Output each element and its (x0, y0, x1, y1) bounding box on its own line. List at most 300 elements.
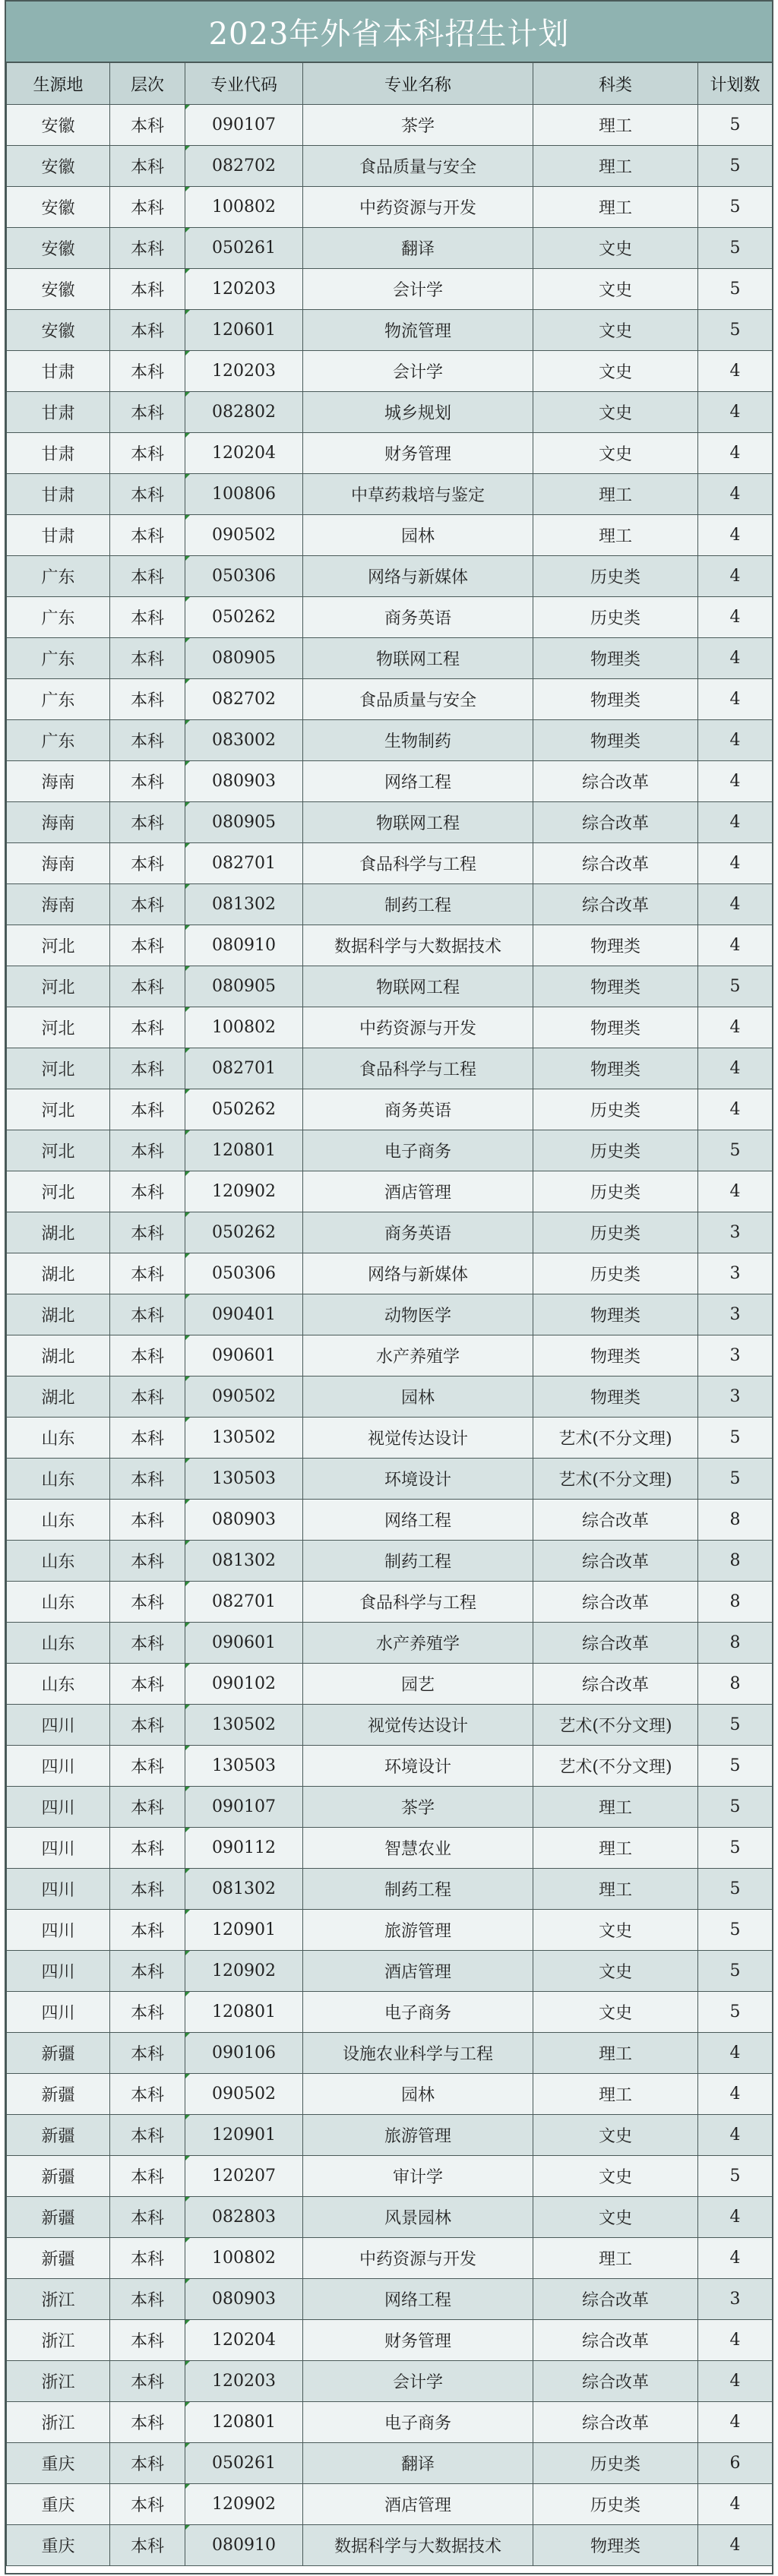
header-major-code: 专业代码 (185, 63, 303, 105)
table-row (7, 1951, 773, 1992)
cell-level: 本科 (110, 1828, 185, 1869)
cell-origin: 山东 (7, 1500, 110, 1541)
page-title: 2023年外省本科招生计划 (6, 2, 772, 62)
cell-major-code: 080910 (185, 2525, 303, 2566)
table-row (7, 1294, 773, 1335)
cell-major-code: 120801 (185, 2402, 303, 2443)
table-row (7, 1335, 773, 1377)
cell-subject-category: 历史类 (533, 2443, 698, 2484)
cell-level: 本科 (110, 1869, 185, 1910)
cell-major-code: 090502 (185, 515, 303, 556)
table-row (7, 105, 773, 146)
table-row (7, 474, 773, 515)
table-row (7, 1171, 773, 1212)
cell-subject-category: 理工 (533, 187, 698, 228)
cell-level: 本科 (110, 1787, 185, 1828)
cell-major-code: 100802 (185, 187, 303, 228)
cell-level: 本科 (110, 1007, 185, 1048)
cell-subject-category: 综合改革 (533, 1582, 698, 1623)
cell-major-code: 050306 (185, 1253, 303, 1294)
cell-major-code: 090601 (185, 1335, 303, 1377)
cell-origin: 浙江 (7, 2279, 110, 2320)
cell-major-name: 制药工程 (303, 1541, 533, 1582)
cell-plan-count: 6 (698, 2443, 773, 2484)
cell-major-code: 082701 (185, 843, 303, 884)
cell-major-name: 食品质量与安全 (303, 146, 533, 187)
cell-level: 本科 (110, 679, 185, 720)
cell-major-name: 水产养殖学 (303, 1623, 533, 1664)
cell-major-code: 082803 (185, 2197, 303, 2238)
cell-major-code: 090107 (185, 105, 303, 146)
cell-level: 本科 (110, 1130, 185, 1171)
cell-major-code: 090107 (185, 1787, 303, 1828)
cell-major-code: 082802 (185, 392, 303, 433)
cell-origin: 河北 (7, 1089, 110, 1130)
cell-plan-count: 5 (698, 966, 773, 1007)
cell-origin: 河北 (7, 966, 110, 1007)
cell-major-name: 生物制药 (303, 720, 533, 761)
cell-plan-count: 4 (698, 597, 773, 638)
cell-origin: 山东 (7, 1418, 110, 1459)
cell-subject-category: 理工 (533, 2238, 698, 2279)
table-row (7, 884, 773, 925)
cell-plan-count: 4 (698, 884, 773, 925)
cell-major-code: 120902 (185, 2484, 303, 2525)
cell-subject-category: 物理类 (533, 720, 698, 761)
cell-major-code: 080905 (185, 638, 303, 679)
cell-major-name: 电子商务 (303, 2402, 533, 2443)
table-row (7, 843, 773, 884)
table-row (7, 761, 773, 802)
cell-origin: 河北 (7, 925, 110, 966)
cell-origin: 河北 (7, 1007, 110, 1048)
cell-subject-category: 综合改革 (533, 2361, 698, 2402)
cell-origin: 新疆 (7, 2115, 110, 2156)
cell-major-name: 酒店管理 (303, 1951, 533, 1992)
cell-plan-count: 5 (698, 1130, 773, 1171)
table-row (7, 638, 773, 679)
cell-origin: 广东 (7, 597, 110, 638)
cell-subject-category: 文史 (533, 269, 698, 310)
cell-major-name: 网络工程 (303, 2279, 533, 2320)
cell-major-code: 130502 (185, 1418, 303, 1459)
cell-major-name: 商务英语 (303, 597, 533, 638)
cell-plan-count: 5 (698, 1459, 773, 1500)
cell-origin: 海南 (7, 843, 110, 884)
table-row (7, 2320, 773, 2361)
cell-major-name: 电子商务 (303, 1130, 533, 1171)
table-row (7, 187, 773, 228)
cell-level: 本科 (110, 1294, 185, 1335)
cell-origin: 安徽 (7, 187, 110, 228)
cell-plan-count: 4 (698, 2033, 773, 2074)
cell-level: 本科 (110, 2197, 185, 2238)
cell-major-name: 财务管理 (303, 433, 533, 474)
cell-origin: 山东 (7, 1459, 110, 1500)
cell-plan-count: 4 (698, 392, 773, 433)
cell-origin: 甘肃 (7, 515, 110, 556)
cell-major-code: 120207 (185, 2156, 303, 2197)
cell-major-code: 090102 (185, 1664, 303, 1705)
cell-level: 本科 (110, 2156, 185, 2197)
cell-origin: 新疆 (7, 2197, 110, 2238)
cell-major-code: 082701 (185, 1048, 303, 1089)
cell-plan-count: 4 (698, 2320, 773, 2361)
cell-origin: 重庆 (7, 2525, 110, 2566)
table-row (7, 1705, 773, 1746)
table-row (7, 720, 773, 761)
cell-level: 本科 (110, 761, 185, 802)
cell-level: 本科 (110, 2074, 185, 2115)
cell-subject-category: 综合改革 (533, 761, 698, 802)
header-major-name: 专业名称 (303, 63, 533, 105)
cell-subject-category: 文史 (533, 228, 698, 269)
table-row (7, 433, 773, 474)
cell-level: 本科 (110, 1212, 185, 1253)
table-row (7, 1664, 773, 1705)
cell-subject-category: 文史 (533, 392, 698, 433)
table-row (7, 269, 773, 310)
table-row (7, 2443, 773, 2484)
cell-level: 本科 (110, 802, 185, 843)
cell-major-code: 082702 (185, 679, 303, 720)
cell-origin: 四川 (7, 1746, 110, 1787)
cell-major-name: 数据科学与大数据技术 (303, 925, 533, 966)
table-row (7, 1869, 773, 1910)
cell-level: 本科 (110, 2525, 185, 2566)
cell-plan-count: 4 (698, 1007, 773, 1048)
enrollment-plan-sheet (5, 0, 773, 2574)
cell-level: 本科 (110, 1459, 185, 1500)
cell-major-code: 120901 (185, 2115, 303, 2156)
cell-major-name: 酒店管理 (303, 2484, 533, 2525)
cell-origin: 山东 (7, 1582, 110, 1623)
table-row (7, 146, 773, 187)
cell-plan-count: 4 (698, 2361, 773, 2402)
cell-major-name: 茶学 (303, 1787, 533, 1828)
cell-plan-count: 4 (698, 802, 773, 843)
cell-major-name: 物流管理 (303, 310, 533, 351)
cell-major-name: 中草药栽培与鉴定 (303, 474, 533, 515)
cell-major-name: 环境设计 (303, 1459, 533, 1500)
table-row (7, 2402, 773, 2443)
cell-major-name: 会计学 (303, 269, 533, 310)
cell-major-code: 130503 (185, 1459, 303, 1500)
cell-plan-count: 5 (698, 228, 773, 269)
table-row (7, 556, 773, 597)
cell-origin: 湖北 (7, 1212, 110, 1253)
cell-plan-count: 5 (698, 1992, 773, 2033)
cell-origin: 湖北 (7, 1377, 110, 1418)
cell-subject-category: 物理类 (533, 638, 698, 679)
cell-origin: 山东 (7, 1541, 110, 1582)
cell-major-name: 商务英语 (303, 1089, 533, 1130)
table-row (7, 1623, 773, 1664)
cell-major-name: 风景园林 (303, 2197, 533, 2238)
cell-major-name: 物联网工程 (303, 966, 533, 1007)
cell-level: 本科 (110, 966, 185, 1007)
cell-plan-count: 5 (698, 146, 773, 187)
cell-level: 本科 (110, 925, 185, 966)
cell-plan-count: 5 (698, 1828, 773, 1869)
cell-level: 本科 (110, 1910, 185, 1951)
cell-level: 本科 (110, 392, 185, 433)
cell-level: 本科 (110, 556, 185, 597)
table-row (7, 2074, 773, 2115)
cell-plan-count: 4 (698, 2238, 773, 2279)
cell-level: 本科 (110, 1992, 185, 2033)
cell-major-code: 090401 (185, 1294, 303, 1335)
table-body (7, 105, 773, 2566)
table-row (7, 2156, 773, 2197)
cell-major-code: 120801 (185, 1130, 303, 1171)
cell-subject-category: 物理类 (533, 1335, 698, 1377)
cell-major-name: 视觉传达设计 (303, 1705, 533, 1746)
cell-origin: 新疆 (7, 2156, 110, 2197)
cell-subject-category: 理工 (533, 474, 698, 515)
cell-level: 本科 (110, 1746, 185, 1787)
cell-subject-category: 历史类 (533, 597, 698, 638)
cell-subject-category: 物理类 (533, 1294, 698, 1335)
table-row (7, 351, 773, 392)
cell-subject-category: 历史类 (533, 1130, 698, 1171)
cell-origin: 四川 (7, 1705, 110, 1746)
cell-subject-category: 物理类 (533, 1007, 698, 1048)
cell-plan-count: 5 (698, 187, 773, 228)
cell-level: 本科 (110, 2115, 185, 2156)
cell-major-code: 080903 (185, 761, 303, 802)
cell-major-code: 081302 (185, 1869, 303, 1910)
cell-major-name: 数据科学与大数据技术 (303, 2525, 533, 2566)
cell-subject-category: 历史类 (533, 1171, 698, 1212)
cell-major-code: 082701 (185, 1582, 303, 1623)
cell-subject-category: 物理类 (533, 1048, 698, 1089)
cell-origin: 甘肃 (7, 433, 110, 474)
cell-major-code: 081302 (185, 1541, 303, 1582)
cell-origin: 安徽 (7, 228, 110, 269)
cell-subject-category: 理工 (533, 1787, 698, 1828)
cell-level: 本科 (110, 269, 185, 310)
cell-plan-count: 4 (698, 2525, 773, 2566)
cell-subject-category: 历史类 (533, 2484, 698, 2525)
cell-major-code: 081302 (185, 884, 303, 925)
cell-plan-count: 5 (698, 1787, 773, 1828)
cell-major-code: 050261 (185, 2443, 303, 2484)
cell-plan-count: 5 (698, 1869, 773, 1910)
cell-major-code: 120902 (185, 1951, 303, 1992)
table-row (7, 1459, 773, 1500)
cell-plan-count: 4 (698, 2197, 773, 2238)
table-row (7, 2115, 773, 2156)
cell-plan-count: 4 (698, 515, 773, 556)
cell-level: 本科 (110, 146, 185, 187)
cell-subject-category: 理工 (533, 146, 698, 187)
cell-subject-category: 文史 (533, 351, 698, 392)
cell-plan-count: 4 (698, 1089, 773, 1130)
cell-major-name: 水产养殖学 (303, 1335, 533, 1377)
cell-origin: 重庆 (7, 2484, 110, 2525)
cell-origin: 甘肃 (7, 474, 110, 515)
cell-level: 本科 (110, 187, 185, 228)
cell-major-name: 中药资源与开发 (303, 1007, 533, 1048)
cell-origin: 浙江 (7, 2402, 110, 2443)
cell-major-name: 物联网工程 (303, 802, 533, 843)
cell-origin: 安徽 (7, 269, 110, 310)
cell-subject-category: 文史 (533, 2197, 698, 2238)
cell-plan-count: 8 (698, 1582, 773, 1623)
cell-subject-category: 物理类 (533, 2525, 698, 2566)
cell-plan-count: 4 (698, 843, 773, 884)
cell-major-code: 090502 (185, 1377, 303, 1418)
cell-subject-category: 艺术(不分文理) (533, 1746, 698, 1787)
cell-subject-category: 艺术(不分文理) (533, 1418, 698, 1459)
table-row (7, 1582, 773, 1623)
cell-subject-category: 文史 (533, 1951, 698, 1992)
cell-origin: 广东 (7, 679, 110, 720)
table-row (7, 1746, 773, 1787)
cell-origin: 山东 (7, 1623, 110, 1664)
table-row (7, 1253, 773, 1294)
cell-level: 本科 (110, 1951, 185, 1992)
table-row (7, 966, 773, 1007)
cell-origin: 四川 (7, 1951, 110, 1992)
cell-major-name: 网络与新媒体 (303, 1253, 533, 1294)
cell-major-name: 制药工程 (303, 884, 533, 925)
cell-major-name: 财务管理 (303, 2320, 533, 2361)
cell-level: 本科 (110, 2402, 185, 2443)
cell-major-code: 120204 (185, 433, 303, 474)
cell-level: 本科 (110, 515, 185, 556)
cell-major-name: 智慧农业 (303, 1828, 533, 1869)
cell-subject-category: 综合改革 (533, 1664, 698, 1705)
cell-major-code: 080910 (185, 925, 303, 966)
cell-major-code: 130502 (185, 1705, 303, 1746)
header-row (7, 63, 773, 105)
cell-level: 本科 (110, 2238, 185, 2279)
cell-major-name: 审计学 (303, 2156, 533, 2197)
cell-major-code: 120801 (185, 1992, 303, 2033)
cell-plan-count: 5 (698, 1705, 773, 1746)
table-row (7, 1377, 773, 1418)
cell-subject-category: 综合改革 (533, 2279, 698, 2320)
cell-major-name: 翻译 (303, 2443, 533, 2484)
cell-plan-count: 5 (698, 1951, 773, 1992)
cell-plan-count: 5 (698, 310, 773, 351)
cell-origin: 安徽 (7, 146, 110, 187)
cell-major-code: 050262 (185, 1089, 303, 1130)
cell-major-name: 物联网工程 (303, 638, 533, 679)
cell-level: 本科 (110, 1089, 185, 1130)
cell-level: 本科 (110, 2484, 185, 2525)
cell-origin: 广东 (7, 720, 110, 761)
cell-plan-count: 8 (698, 1664, 773, 1705)
cell-major-code: 083002 (185, 720, 303, 761)
cell-major-name: 食品科学与工程 (303, 1582, 533, 1623)
cell-level: 本科 (110, 310, 185, 351)
table-row (7, 679, 773, 720)
table-row (7, 392, 773, 433)
cell-subject-category: 历史类 (533, 1089, 698, 1130)
cell-major-code: 120203 (185, 269, 303, 310)
cell-plan-count: 4 (698, 2074, 773, 2115)
table-row (7, 1007, 773, 1048)
cell-subject-category: 综合改革 (533, 2320, 698, 2361)
cell-origin: 河北 (7, 1130, 110, 1171)
cell-major-name: 食品科学与工程 (303, 843, 533, 884)
cell-major-code: 100802 (185, 2238, 303, 2279)
cell-subject-category: 文史 (533, 2115, 698, 2156)
cell-level: 本科 (110, 1664, 185, 1705)
cell-level: 本科 (110, 1582, 185, 1623)
cell-plan-count: 5 (698, 1418, 773, 1459)
cell-origin: 四川 (7, 1910, 110, 1951)
cell-level: 本科 (110, 1418, 185, 1459)
cell-subject-category: 综合改革 (533, 1500, 698, 1541)
cell-subject-category: 艺术(不分文理) (533, 1459, 698, 1500)
cell-origin: 四川 (7, 1828, 110, 1869)
table-row (7, 1541, 773, 1582)
cell-subject-category: 综合改革 (533, 843, 698, 884)
cell-origin: 湖北 (7, 1335, 110, 1377)
cell-level: 本科 (110, 228, 185, 269)
cell-major-code: 082702 (185, 146, 303, 187)
cell-origin: 四川 (7, 1992, 110, 2033)
cell-subject-category: 文史 (533, 1992, 698, 2033)
cell-plan-count: 4 (698, 433, 773, 474)
cell-plan-count: 4 (698, 638, 773, 679)
cell-level: 本科 (110, 884, 185, 925)
header-origin: 生源地 (7, 63, 110, 105)
cell-origin: 湖北 (7, 1253, 110, 1294)
cell-major-code: 050306 (185, 556, 303, 597)
cell-plan-count: 3 (698, 1335, 773, 1377)
cell-plan-count: 3 (698, 1212, 773, 1253)
cell-major-code: 120902 (185, 1171, 303, 1212)
cell-level: 本科 (110, 433, 185, 474)
cell-level: 本科 (110, 638, 185, 679)
cell-plan-count: 4 (698, 679, 773, 720)
cell-subject-category: 物理类 (533, 679, 698, 720)
cell-plan-count: 5 (698, 269, 773, 310)
table-row (7, 1992, 773, 2033)
cell-subject-category: 综合改革 (533, 1541, 698, 1582)
cell-major-name: 中药资源与开发 (303, 187, 533, 228)
cell-origin: 河北 (7, 1171, 110, 1212)
cell-plan-count: 3 (698, 2279, 773, 2320)
table-row (7, 310, 773, 351)
cell-subject-category: 理工 (533, 2033, 698, 2074)
table-row (7, 2279, 773, 2320)
table-row (7, 228, 773, 269)
cell-major-name: 园艺 (303, 1664, 533, 1705)
cell-major-name: 视觉传达设计 (303, 1418, 533, 1459)
cell-subject-category: 艺术(不分文理) (533, 1705, 698, 1746)
table-row (7, 925, 773, 966)
cell-major-code: 090106 (185, 2033, 303, 2074)
table-row (7, 597, 773, 638)
cell-level: 本科 (110, 1253, 185, 1294)
cell-level: 本科 (110, 1623, 185, 1664)
cell-origin: 安徽 (7, 105, 110, 146)
cell-subject-category: 理工 (533, 1828, 698, 1869)
cell-subject-category: 历史类 (533, 1212, 698, 1253)
cell-level: 本科 (110, 1500, 185, 1541)
cell-major-name: 翻译 (303, 228, 533, 269)
cell-subject-category: 物理类 (533, 925, 698, 966)
cell-major-code: 090601 (185, 1623, 303, 1664)
cell-major-name: 旅游管理 (303, 2115, 533, 2156)
cell-level: 本科 (110, 597, 185, 638)
